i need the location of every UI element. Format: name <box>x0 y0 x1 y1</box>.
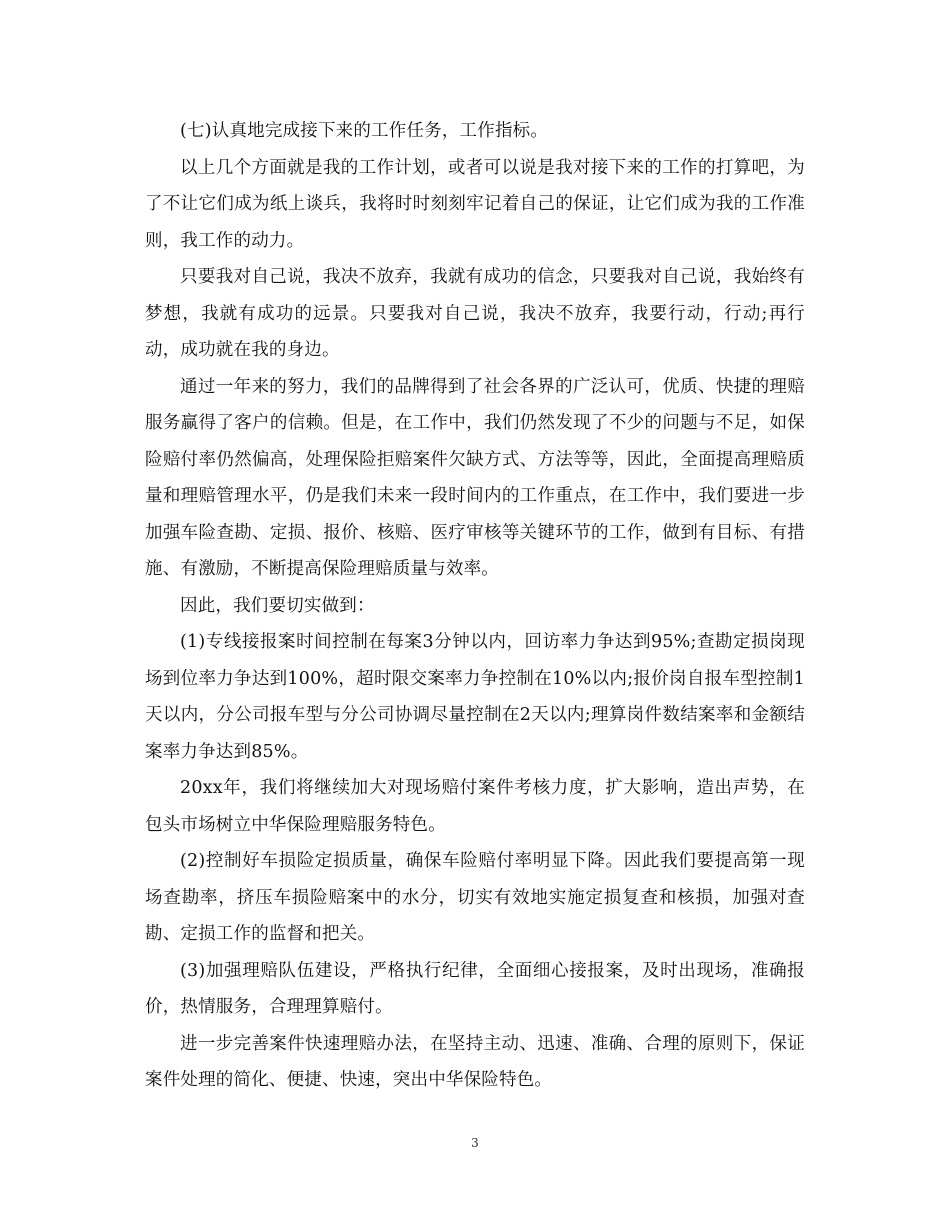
paragraph-never-give-up: 只要我对自己说，我决不放弃，我就有成功的信念，只要我对自己说，我始终有梦想，我就有成功的远景。只要我对自己说，我决不放弃，我要行动，行动;再行动，成功就在我的身边。 <box>145 267 805 360</box>
document-body <box>145 113 805 1099</box>
paragraph-item-7-task: (七)认真地完成接下来的工作任务，工作指标。 <box>180 121 549 141</box>
paragraph-point-3: (3)加强理赔队伍建设，严格执行纪律，全面细心接报案，及时出现场，准确报价，热情服务，合理理算赔付。 <box>145 960 805 1017</box>
paragraph-next-year: 20xx年，我们将继续加大对现场赔付案件考核力度，扩大影响，造出声势，在包头市场树立中华保险理赔服务特色。 <box>145 778 805 835</box>
paragraph-point-2: (2)控制好车损险定损质量，确保车险赔付率明显下降。因此我们要提高第一现场查勘率，挤压车损险赔案中的水分，切实有效地实施定损复查和核损，加强对查勘、定损工作的监督和把关。 <box>145 851 805 944</box>
page-number: 3 <box>471 1136 479 1150</box>
paragraph-point-1: (1)专线接报案时间控制在每案3分钟以内，回访率力争达到95%;查勘定损岗现场到位率力争达到100%，超时限交案率力争控制在10%以内;报价岗自报车型控制1天以内，分公司报车型与分公司协调尽量控制在2天以内;理算岗件数结案率和金额结案率力争达到85%。 <box>145 632 805 762</box>
paragraph-fast-claims: 进一步完善案件快速理赔办法，在坚持主动、迅速、准确、合理的原则下，保证案件处理的简化、便捷、快速，突出中华保险特色。 <box>145 1033 805 1090</box>
paragraph-year-review: 通过一年来的努力，我们的品牌得到了社会各界的广泛认可，优质、快捷的理赔服务赢得了客户的信赖。但是，在工作中，我们仍然发现了不少的问题与不足，如保险赔付率仍然偏高，处理保险拒赔案件欠缺方式、方法等等，因此，全面提高理赔质量和理赔管理水平，仍是我们未来一段时间内的工作重点，在工作中，我们要进一步加强车险查勘、定损、报价、核赔、医疗审核等关键环节的工作，做到有目标、有措施、有激励，不断提高保险理赔质量与效率。 <box>145 376 805 579</box>
paragraph-therefore: 因此，我们要切实做到： <box>180 595 375 616</box>
paragraph-work-plan: 以上几个方面就是我的工作计划，或者可以说是我对接下来的工作的打算吧，为了不让它们成为纸上谈兵，我将时时刻刻牢记着自己的保证，让它们成为我的工作准则，我工作的动力。 <box>145 157 805 251</box>
